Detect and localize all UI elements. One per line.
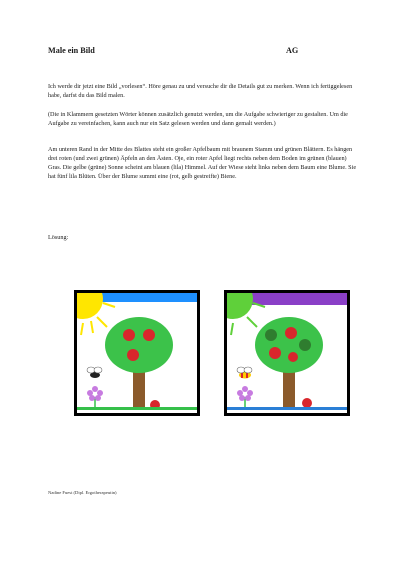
red-apple xyxy=(143,329,155,341)
flower-icon xyxy=(87,386,103,409)
red-apple xyxy=(123,329,135,341)
drawing-simple-svg xyxy=(77,293,197,413)
red-apple xyxy=(288,352,298,362)
instruction-paragraph: Ich werde dir jetzt eine Bild „vorlesen“. Höre genau zu und versuche dir die Details gut zu merken. Wenn ich fertiggelesen habe, darfst du das Bild malen. xyxy=(48,83,353,99)
solution-label: Lösung: xyxy=(48,234,69,241)
drawing-advanced-svg xyxy=(227,293,347,413)
red-apple xyxy=(127,349,139,361)
grass xyxy=(227,407,347,410)
red-apple xyxy=(269,347,281,359)
flower-icon xyxy=(237,386,253,409)
worksheet-header xyxy=(48,46,308,55)
striped-bee-icon xyxy=(237,367,252,379)
worksheet-tag: AG xyxy=(286,46,299,55)
green-apple xyxy=(265,329,277,341)
fallen-red-apple xyxy=(302,398,312,408)
apple-tree xyxy=(105,317,173,407)
solution-drawing-simple xyxy=(74,290,200,416)
author-footer: Nadine Fuest (Dipl. Ergotherapeutin) xyxy=(48,490,117,495)
bee-icon xyxy=(87,367,102,378)
worksheet-title: Male ein Bild xyxy=(48,46,95,55)
grass xyxy=(77,407,197,410)
picture-description-paragraph: Am unteren Rand in der Mitte des Blattes steht ein großer Apfelbaum mit braunem Stamm und grünen Blättern. Es hängen drei roten (und zwei grünen) Äpfeln an den Ästen. Oje, ein roter Apfel liegt rechts neben dem Boden im grünen (blauen) Gras. Die gelbe (grüne) Sonne scheint am blauen (lila) Himmel. Auf der Wiese steht links neben dem Baum eine Blume. Sie hat fünf lila Blüten. Über der Blume summt eine (rot, gelb gestreifte) Biene. xyxy=(48,146,357,180)
difficulty-note-paragraph: (Die in Klammern gesetzten Wörter können zusätzlich genutzt werden, um die Aufgabe schwieriger zu gestalten. Um die Aufgabe zu vereinfachen, kann auch nur ein Satz gelesen werden und dann gemalt werden.) xyxy=(48,111,348,127)
red-apple xyxy=(285,327,297,339)
solution-drawing-advanced xyxy=(224,290,350,416)
green-apple xyxy=(299,339,311,351)
